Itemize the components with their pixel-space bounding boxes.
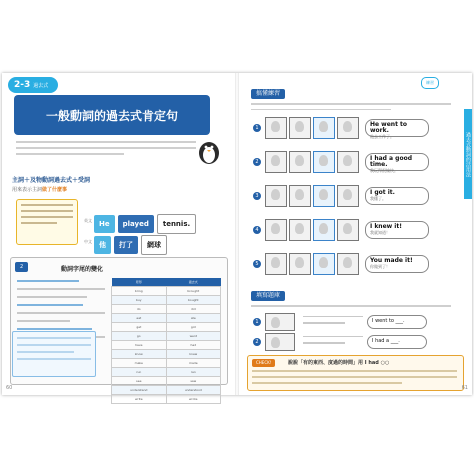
- table-body: [112, 287, 221, 404]
- page-number: 61: [461, 385, 468, 391]
- comic-panel: [313, 253, 335, 275]
- table-row: [112, 287, 221, 296]
- check-heading: 說說「有的東西、度過的時間」用 I had ○○: [288, 360, 390, 366]
- table-row: [112, 395, 221, 404]
- irregular-verb-table: [111, 278, 221, 404]
- table-cell: went: [166, 332, 220, 341]
- table-cell: saw: [166, 377, 220, 386]
- fill-instructions-text: [303, 336, 363, 349]
- table-cell: ate: [166, 314, 220, 323]
- answer-text: I got it.: [370, 189, 395, 196]
- rule-subtitle: [12, 186, 67, 193]
- example-object-zh: 網球: [141, 235, 167, 255]
- table-cell: bring: [112, 287, 167, 296]
- comic-panel: [265, 253, 287, 275]
- page-title-text: 一般動詞的過去式肯定句: [45, 108, 178, 123]
- table-cell: see: [112, 377, 167, 386]
- intro-paragraph: [16, 139, 196, 155]
- comic-panel: [337, 151, 359, 173]
- unit-badge: [8, 77, 58, 93]
- speech-bubble: [365, 221, 429, 239]
- left-page: [2, 73, 237, 401]
- fill-illustration: [265, 313, 295, 331]
- unit-number: 2-3: [14, 80, 31, 90]
- example-verb: played: [118, 215, 154, 233]
- answer-text: He went to work.: [370, 121, 408, 134]
- table-cell: understand: [112, 386, 167, 395]
- comic-panel: [289, 253, 311, 275]
- table-row: [112, 296, 221, 305]
- question-row: [253, 151, 453, 173]
- side-tab: 過去式動詞的活用法: [464, 109, 472, 199]
- table-row: [112, 314, 221, 323]
- table-cell: bought: [166, 296, 220, 305]
- comic-panel: [265, 117, 287, 139]
- answer-gloss: 你做到了！: [370, 264, 390, 269]
- table-cell: do: [112, 305, 167, 314]
- table-row: [112, 305, 221, 314]
- question-number: 5: [253, 260, 261, 268]
- rule-sub-prefix: 用來表示主詞: [12, 187, 43, 193]
- table-cell: wrote: [166, 395, 220, 404]
- example-english: [94, 215, 196, 233]
- right-page: [237, 73, 472, 395]
- comic-panel: [289, 117, 311, 139]
- comic-panel: [313, 117, 335, 139]
- table-row: [112, 368, 221, 377]
- comic-panel: [289, 185, 311, 207]
- comic-panel: [289, 219, 311, 241]
- comic-panel: [265, 151, 287, 173]
- page-number: 60: [6, 385, 13, 391]
- table-cell: know: [112, 350, 167, 359]
- example-verb-zh: 打了: [114, 236, 138, 254]
- fill-number: 2: [253, 338, 261, 346]
- table-cell: understood: [166, 386, 220, 395]
- fill-number: 1: [253, 318, 261, 326]
- table-row: [112, 341, 221, 350]
- page-title: [14, 95, 210, 135]
- table-row: [112, 323, 221, 332]
- table-row: [112, 332, 221, 341]
- table-row: [112, 386, 221, 395]
- table-header: 原形: [112, 278, 167, 287]
- table-cell: buy: [112, 296, 167, 305]
- question-number: 4: [253, 226, 261, 234]
- table-cell: did: [166, 305, 220, 314]
- table-row: [112, 377, 221, 386]
- table-cell: go: [112, 332, 167, 341]
- question-row: [253, 117, 453, 139]
- comic-panel: [265, 219, 287, 241]
- lang-label-en: 英文: [84, 218, 92, 223]
- table-cell: get: [112, 323, 167, 332]
- fill-section-title: 填寫題庫: [251, 291, 285, 301]
- question-row: [253, 219, 453, 241]
- fill-answer-bubble[interactable]: I went to ___.: [367, 315, 427, 329]
- table-cell: make: [112, 359, 167, 368]
- answer-gloss: 我玩得很愉快。: [370, 168, 398, 173]
- rule-heading: 主詞＋及物動詞過去式＋受詞: [12, 177, 91, 184]
- table-cell: have: [112, 341, 167, 350]
- example-object: tennis.: [157, 214, 196, 234]
- question-row: [253, 253, 453, 275]
- unit-label: 過去式: [33, 83, 49, 89]
- comic-panel: [313, 151, 335, 173]
- practice-instructions: [251, 101, 451, 110]
- answer-gloss: 我懂了。: [370, 196, 386, 201]
- table-cell: ran: [166, 368, 220, 377]
- comic-panel: [337, 117, 359, 139]
- table-cell: eat: [112, 314, 167, 323]
- comic-panel: [337, 185, 359, 207]
- speech-callout: [16, 199, 78, 245]
- check-box: [247, 355, 464, 391]
- comic-panel: [313, 219, 335, 241]
- example-subject-zh: 他: [94, 236, 111, 254]
- lang-label-zh: 中文: [84, 239, 92, 244]
- question-row: [253, 185, 453, 207]
- section-tab: 2: [15, 262, 28, 272]
- table-cell: had: [166, 341, 220, 350]
- table-row: [112, 359, 221, 368]
- table-cell: brought: [166, 287, 220, 296]
- answer-gloss: 我就知道！: [370, 230, 390, 235]
- table-cell: knew: [166, 350, 220, 359]
- table-cell: write: [112, 395, 167, 404]
- speech-bubble: [365, 187, 429, 205]
- header-badge: 練習: [421, 77, 439, 89]
- tip-box: [12, 331, 96, 377]
- question-number: 1: [253, 124, 261, 132]
- table-cell: got: [166, 323, 220, 332]
- answer-text: I knew it!: [370, 223, 402, 230]
- fill-illustration: [265, 333, 295, 351]
- fill-instructions-text: [303, 316, 363, 329]
- example-chinese: [94, 236, 167, 254]
- comic-panel: [337, 253, 359, 275]
- fill-row: [253, 313, 453, 331]
- answer-text: You made it!: [370, 257, 413, 264]
- fill-row: [253, 333, 453, 351]
- comic-panel: [289, 151, 311, 173]
- table-cell: made: [166, 359, 220, 368]
- question-number: 3: [253, 192, 261, 200]
- fill-instructions: [251, 303, 451, 309]
- book-spread: [2, 73, 472, 401]
- answer-gloss: 他去工作了。: [370, 134, 394, 139]
- table-row: [112, 350, 221, 359]
- example-subject: He: [94, 215, 115, 233]
- comic-panel: [313, 185, 335, 207]
- comic-panel: [337, 219, 359, 241]
- speech-bubble: [365, 153, 429, 171]
- practice-section-title: 搞懂練習: [251, 89, 285, 99]
- answer-text: I had a good time.: [370, 155, 412, 168]
- check-tag: CHECK!: [252, 359, 275, 367]
- table-cell: run: [112, 368, 167, 377]
- question-number: 2: [253, 158, 261, 166]
- fill-answer-bubble[interactable]: I had a ___.: [367, 335, 427, 349]
- rule-sub-highlight: 做了什麼事: [42, 187, 68, 193]
- speech-bubble: [365, 119, 429, 137]
- section-title: 動詞字尾的變化: [61, 266, 104, 273]
- table-header: 過去式: [166, 278, 220, 287]
- speech-bubble: [365, 255, 429, 273]
- comic-panel: [265, 185, 287, 207]
- penguin-mascot-icon: [196, 137, 222, 165]
